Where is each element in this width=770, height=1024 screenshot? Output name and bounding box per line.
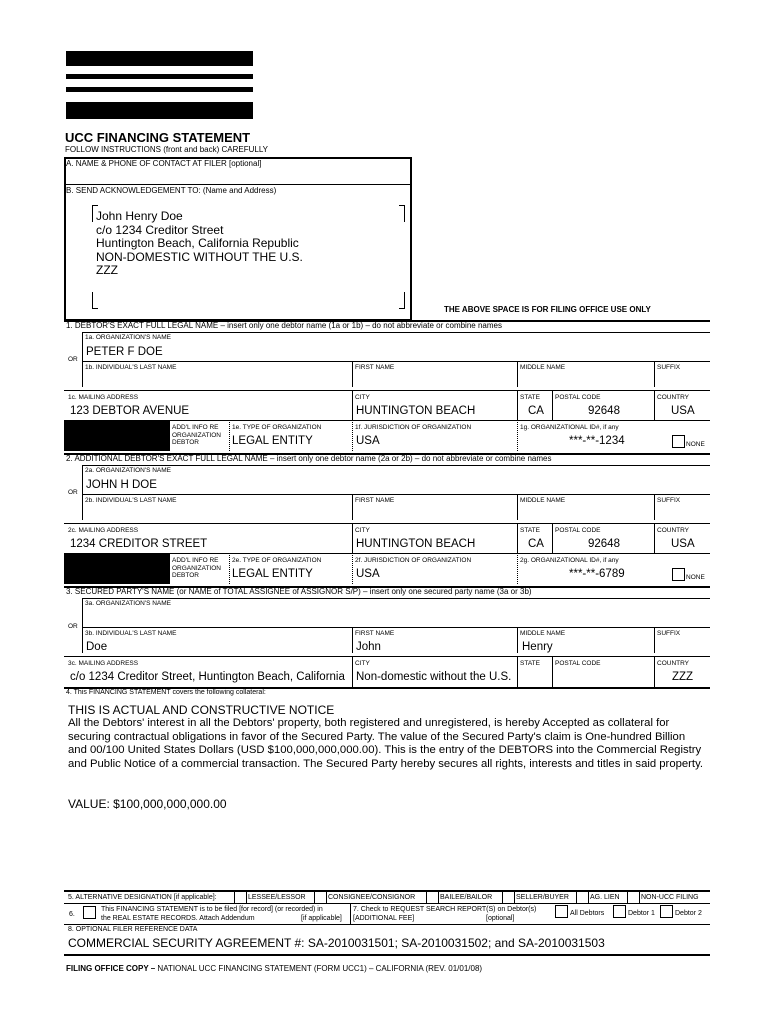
debtor-heading: 1. DEBTOR'S EXACT FULL LEGAL NAME – insert only one debtor name (1a or 1b) – do not abbreviate or combine names xyxy=(66,321,502,330)
debtor-juris-value: USA xyxy=(356,435,380,447)
add-debtor-state-value: CA xyxy=(528,538,544,550)
debtor2-label: Debtor 2 xyxy=(675,910,702,917)
or-label: OR xyxy=(68,356,78,363)
add-debtor-addl-info: ADD'L INFO RE ORGANIZATION DEBTOR xyxy=(172,557,221,579)
filer-reference-value: COMMERCIAL SECURITY AGREEMENT #: SA-2010031501; SA-2010031502; and SA-2010031503 xyxy=(68,936,605,950)
debtor1-checkbox[interactable] xyxy=(613,905,626,918)
ack-label: B. SEND ACKNOWLEDGEMENT TO: (Name and Address) xyxy=(66,186,277,195)
add-debtor-middle-label: MIDDLE NAME xyxy=(520,497,566,504)
add-debtor-org-label: 2a. ORGANIZATION'S NAME xyxy=(85,467,171,474)
header-bar-2 xyxy=(66,74,253,79)
secured-first-label: FIRST NAME xyxy=(355,630,395,637)
real-estate-checkbox[interactable] xyxy=(83,906,96,919)
add-debtor-country-value: USA xyxy=(671,538,695,550)
debtor-country-value: USA xyxy=(671,405,695,417)
debtor-postal-label: POSTAL CODE xyxy=(555,394,601,401)
secured-country-value: ZZZ xyxy=(672,671,694,683)
form-title: UCC FINANCING STATEMENT xyxy=(65,130,251,145)
add-debtor-mail-label: 2c. MAILING ADDRESS xyxy=(68,527,139,534)
footer-text: FILING OFFICE COPY – NATIONAL UCC FINANCING STATEMENT (FORM UCC1) – CALIFORNIA (REV. 01/01/08) xyxy=(66,964,483,973)
search-report-line2b: [optional] xyxy=(486,915,515,922)
add-debtor-first-label: FIRST NAME xyxy=(355,497,395,504)
secured-mail-value: c/o 1234 Creditor Street, Huntington Beach, California xyxy=(70,671,345,683)
consignee-label: CONSIGNEE/CONSIGNOR xyxy=(328,894,416,901)
header-bar-1 xyxy=(66,51,253,66)
real-estate-line2: the REAL ESTATE RECORDS. Attach Addendum xyxy=(101,915,255,922)
collateral-text: All the Debtors' interest in all the Debtors' property, both registered and unregistered, is hereby Accepted as collateral for securing contractual obligations in favor of the Secured Party. The value of the Secured Party's claim is One-hundred Billion and 00/100 United States Dollars (USD $100,000,000,000.00). This is the entry of the DEBTORS into the Commercial Registry and Public Notice of a commercial transaction. The Secured Party hereby secures all rights, interests and titles in said property. xyxy=(68,717,704,770)
bracket-tr xyxy=(399,205,405,222)
add-debtor-juris-label: 2f. JURISDICTION OF ORGANIZATION xyxy=(355,557,472,564)
add-debtor-none-label: NONE xyxy=(686,574,705,581)
secured-middle-value: Henry xyxy=(522,641,553,653)
secured-postal-label: POSTAL CODE xyxy=(555,660,601,667)
add-debtor-type-value: LEGAL ENTITY xyxy=(232,568,313,580)
ack-address: John Henry Doe c/o 1234 Creditor Street Huntington Beach, California Republic NON-DOMESTIC WITHOUT THE U.S. ZZZ xyxy=(96,209,303,277)
debtor2-checkbox[interactable] xyxy=(660,905,673,918)
real-estate-line2b: [if applicable] xyxy=(301,915,342,922)
collateral-value: VALUE: $100,000,000,000.00 xyxy=(68,797,227,811)
debtor-org-value: PETER F DOE xyxy=(86,346,163,358)
debtor-mail-value: 123 DEBTOR AVENUE xyxy=(70,405,190,417)
real-estate-num: 6. xyxy=(69,911,75,918)
debtor-juris-label: 1f. JURISDICTION OF ORGANIZATION xyxy=(355,424,472,431)
add-debtor-suffix-label: SUFFIX xyxy=(657,497,681,504)
filing-office-note: THE ABOVE SPACE IS FOR FILING OFFICE USE ONLY xyxy=(444,305,651,314)
add-debtor-heading: 2. ADDITIONAL DEBTOR'S EXACT FULL LEGAL NAME – insert only one debtor name (2a or 2b) – do not abbreviate or combine names xyxy=(66,454,552,463)
debtor-country-label: COUNTRY xyxy=(657,394,690,401)
add-debtor-city-value: HUNTINGTON BEACH xyxy=(356,538,476,550)
debtor-type-value: LEGAL ENTITY xyxy=(232,435,313,447)
add-debtor-postal-label: POSTAL CODE xyxy=(555,527,601,534)
add-debtor-none-checkbox[interactable] xyxy=(672,568,685,581)
all-debtors-label: All Debtors xyxy=(570,910,605,917)
or-label-2: OR xyxy=(68,489,78,496)
contact-label: A. NAME & PHONE OF CONTACT AT FILER [optional] xyxy=(66,159,262,168)
debtor-org-label: 1a. ORGANIZATION'S NAME xyxy=(85,334,171,341)
secured-city-value: Non-domestic without the U.S. xyxy=(356,671,512,683)
notice-title: THIS IS ACTUAL AND CONSTRUCTIVE NOTICE xyxy=(68,703,335,717)
debtor1-label: Debtor 1 xyxy=(628,910,655,917)
secured-middle-label: MIDDLE NAME xyxy=(520,630,566,637)
secured-heading: 3. SECURED PARTY'S NAME (or NAME of TOTAL ASSIGNEE of ASSIGNOR S/P) – insert only one secured party name (3a or 3b) xyxy=(66,587,532,596)
add-debtor-state-label: STATE xyxy=(520,527,540,534)
secured-suffix-label: SUFFIX xyxy=(657,630,681,637)
secured-last-label: 3b. INDIVIDUAL'S LAST NAME xyxy=(85,630,177,637)
debtor-addl-info: ADD'L INFO RE ORGANIZATION DEBTOR xyxy=(172,424,221,446)
header-bar-3 xyxy=(66,87,253,92)
filer-reference-label: 8. OPTIONAL FILER REFERENCE DATA xyxy=(68,926,198,933)
secured-city-label: CITY xyxy=(355,660,370,667)
search-report-line1: 7. Check to REQUEST SEARCH REPORT(S) on Debtor(s) xyxy=(353,906,537,913)
debtor-city-label: CITY xyxy=(355,394,370,401)
add-debtor-postal-value: 92648 xyxy=(588,538,620,550)
add-debtor-last-label: 2b. INDIVIDUAL'S LAST NAME xyxy=(85,497,177,504)
lessee-label: LESSEE/LESSOR xyxy=(248,894,306,901)
follow-instructions: FOLLOW INSTRUCTIONS (front and back) CAREFULLY xyxy=(65,145,269,154)
header-bar-4 xyxy=(66,102,253,119)
debtor-none-label: NONE xyxy=(686,441,705,448)
ag-lien-label: AG. LIEN xyxy=(590,894,620,901)
alt-designation-label: 5. ALTERNATIVE DESIGNATION [if applicable]: xyxy=(68,894,217,901)
secured-last-value: Doe xyxy=(86,641,108,653)
non-ucc-label: NON-UCC FILING xyxy=(641,894,699,901)
debtor-orgid-value: ***-**-1234 xyxy=(569,435,625,447)
add-debtor-juris-value: USA xyxy=(356,568,380,580)
debtor-state-value: CA xyxy=(528,405,544,417)
or-label-3: OR xyxy=(68,623,78,630)
debtor-postal-value: 92648 xyxy=(588,405,620,417)
debtor-city-value: HUNTINGTON BEACH xyxy=(356,405,476,417)
add-debtor-redacted-block xyxy=(64,554,170,584)
collateral-label: 4. This FINANCING STATEMENT covers the following collateral: xyxy=(66,689,266,696)
add-debtor-org-value: JOHN H DOE xyxy=(86,479,157,491)
debtor-none-checkbox[interactable] xyxy=(672,435,685,448)
add-debtor-city-label: CITY xyxy=(355,527,370,534)
add-debtor-mail-value: 1234 CREDITOR STREET xyxy=(70,538,208,550)
debtor-mail-label: 1c. MAILING ADDRESS xyxy=(68,394,139,401)
secured-country-label: COUNTRY xyxy=(657,660,690,667)
bailee-label: BAILEE/BAILOR xyxy=(440,894,493,901)
bracket-bl xyxy=(92,292,98,309)
debtor-first-label: FIRST NAME xyxy=(355,364,395,371)
debtor-type-label: 1e. TYPE OF ORGANIZATION xyxy=(232,424,322,431)
secured-mail-label: 3c. MAILING ADDRESS xyxy=(68,660,139,667)
add-debtor-country-label: COUNTRY xyxy=(657,527,690,534)
all-debtors-checkbox[interactable] xyxy=(555,905,568,918)
debtor-last-label: 1b. INDIVIDUAL'S LAST NAME xyxy=(85,364,177,371)
seller-label: SELLER/BUYER xyxy=(516,894,569,901)
add-debtor-type-label: 2e. TYPE OF ORGANIZATION xyxy=(232,557,322,564)
debtor-middle-label: MIDDLE NAME xyxy=(520,364,566,371)
secured-org-label: 3a. ORGANIZATION'S NAME xyxy=(85,600,171,607)
secured-state-label: STATE xyxy=(520,660,540,667)
real-estate-line1: This FINANCING STATEMENT is to be filed [for record] (or recorded) in xyxy=(101,906,323,913)
add-debtor-orgid-value: ***-**-6789 xyxy=(569,568,625,580)
secured-first-value: John xyxy=(356,641,381,653)
debtor-orgid-label: 1g. ORGANIZATIONAL ID#, if any xyxy=(520,424,619,431)
debtor-suffix-label: SUFFIX xyxy=(657,364,681,371)
add-debtor-orgid-label: 2g. ORGANIZATIONAL ID#, if any xyxy=(520,557,619,564)
debtor-state-label: STATE xyxy=(520,394,540,401)
debtor-redacted-block xyxy=(64,421,170,451)
bracket-br xyxy=(399,292,405,309)
search-report-line2: [ADDITIONAL FEE] xyxy=(353,915,415,922)
